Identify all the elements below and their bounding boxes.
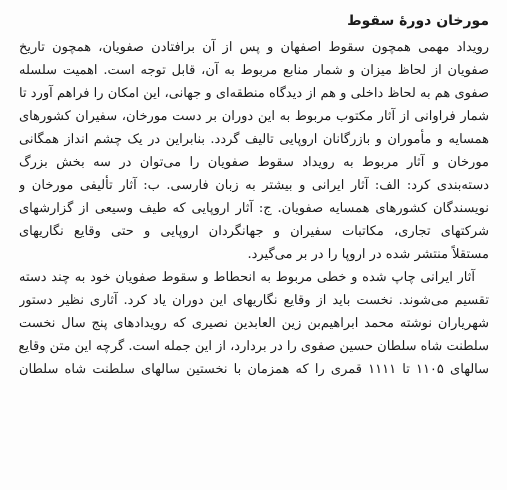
text-line: سالهای ۱۱۰۵ تا ۱۱۱۱ قمری را که همزمان با نخستین سالهای سلطنت شاه سلطان (19, 362, 489, 377)
text-line: نویسندگان کشورهای همسایه صفویان. ج: آثار اروپایی که طیف وسیعی از گزارشهای (19, 201, 489, 216)
text-line: صفویان از لحاظ میزان و شمار منابع مربوط به آن، قابل توجه است. اهمیت سلسله (19, 63, 489, 78)
text-line: آثار ایرانی چاپ شده و خطی مربوط به انحطاط و سقوط صفویان خود به چند دسته (19, 270, 475, 285)
text-line: شمار فراوانی از آثار مکتوب مربوط به این دوران بر دست مورخان، سفیران کشورهای (19, 109, 489, 124)
section-heading: مورخان دورهٔ سقوط (347, 13, 489, 29)
body-text (19, 36, 489, 381)
text-line: رویداد مهمی همچون سقوط اصفهان و پس از آن برافتادن صفویان، همچون تاریخ (19, 40, 489, 55)
text-line: مورخان و آثار مربوط به رویداد سقوط صفویان را می‌توان در سه بخش بزرگ (19, 155, 489, 170)
text-line: صفوی هم به لحاظ داخلی و هم از دیدگاه منطقه‌ای و جهانی، این امکان را فراهم آورد تا (19, 86, 489, 101)
text-line: تقسیم می‌شوند. نخست باید از وقایع نگاریهای این دوران یاد کرد. آثاری نظیر دستور (19, 293, 489, 308)
text-line: همسایه و مأموران و بازرگانان اروپایی تالیف گردد. بنابراین در یک چشم انداز همگانی (19, 132, 489, 147)
text-line: سلطنت شاه سلطان حسین صفوی را در بردارد، از این جمله است. گرچه این متن وقایع (19, 339, 489, 354)
text-line: شهریاران نوشته محمد ابراهیم‌بن زین العابدین نصیری که رویدادهای پنج سال نخست (19, 316, 489, 331)
text-line: شرکتهای تجاری، مکاتبات سفیران و جهانگردان اروپایی و حتی وقایع نگاریهای (19, 224, 489, 239)
text-line: مستقلاً منتشر شده در اروپا را در بر می‌گیرد. (247, 247, 489, 262)
text-line: دسته‌بندی کرد: الف: آثار ایرانی و بیشتر به زبان فارسی. ب: آثار تألیفی مورخان و (19, 178, 489, 193)
